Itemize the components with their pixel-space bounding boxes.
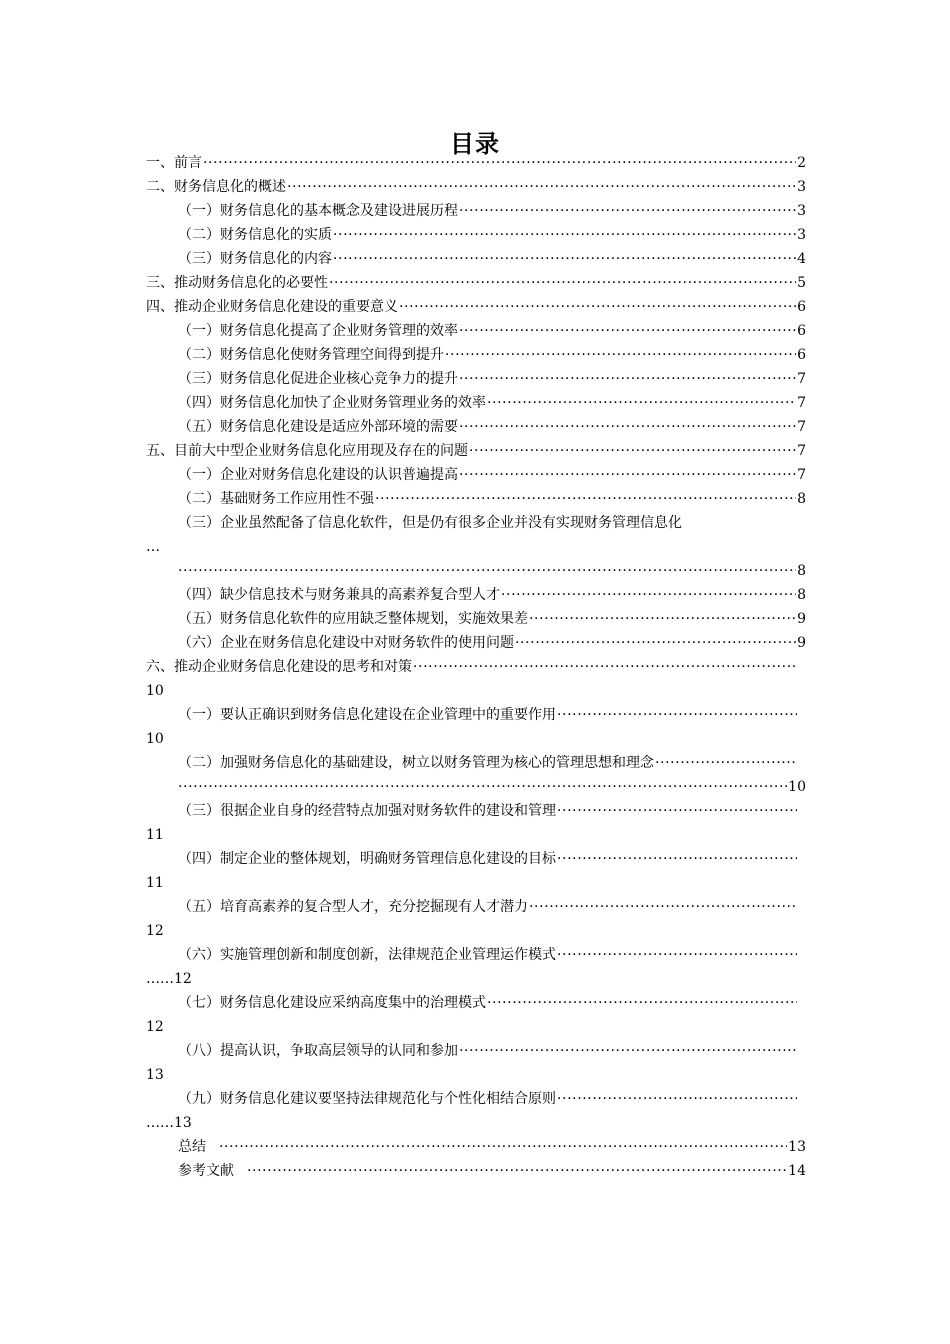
toc-entry[interactable] [178, 944, 798, 966]
toc-entry-page: 14 [788, 1163, 806, 1179]
toc-entry[interactable] [178, 752, 798, 774]
toc-leader-dots [459, 200, 796, 222]
toc-entry[interactable] [146, 656, 798, 678]
toc-entry-label: （一）要认正确识到财务信息化建设在企业管理中的重要作用 [178, 707, 556, 723]
toc-entry-page: 13 [174, 1115, 192, 1131]
toc-entry-label: （六）企业在财务信息化建设中对财务软件的使用问题 [178, 635, 514, 651]
toc-leader-dots [557, 1088, 797, 1110]
toc-leader-dots [459, 1040, 797, 1062]
toc-entry[interactable] [146, 272, 806, 294]
toc-leader-dots [178, 776, 787, 798]
toc-leader-dots [178, 560, 796, 582]
toc-entry-page: 3 [797, 203, 806, 219]
toc-leader-dots [399, 296, 796, 318]
toc-entry-page: 12 [146, 1019, 164, 1035]
toc-entry[interactable] [178, 800, 798, 822]
toc-entry-page: 8 [797, 491, 806, 507]
toc-entry[interactable] [178, 344, 806, 366]
toc-entry-label: （二）财务信息化的实质 [178, 227, 332, 243]
toc-entry-page: 9 [797, 635, 806, 651]
toc-entry-label: （三）很据企业自身的经营特点加强对财务软件的建设和管理 [178, 803, 556, 819]
toc-entry-continuation[interactable] [178, 776, 806, 798]
toc-entry-page: 11 [146, 875, 164, 891]
toc-leader-dots [515, 632, 796, 654]
toc-entry-page: 6 [797, 347, 806, 363]
toc-entry-page: 3 [797, 179, 806, 195]
toc-entry-label: 二、财务信息化的概述 [146, 179, 286, 195]
toc-leader-dots [557, 704, 797, 726]
toc-entry[interactable] [178, 1160, 806, 1182]
toc-entry[interactable] [178, 1040, 798, 1062]
toc-entry[interactable] [178, 584, 806, 606]
toc-entry-page: 13 [788, 1139, 806, 1155]
toc-entry-page: 12 [174, 971, 192, 987]
toc-entry-label: （二）基础财务工作应用性不强 [178, 491, 374, 507]
toc-entry-continuation[interactable] [146, 1112, 192, 1134]
toc-entry-label: （六）实施管理创新和制度创新，法律规范企业管理运作模式 [178, 947, 556, 963]
toc-entry-label: 三、推动财务信息化的必要性 [146, 275, 328, 291]
toc-leader-dots [469, 440, 796, 462]
toc-entry-label: （三）财务信息化促进企业核心竞争力的提升 [178, 371, 458, 387]
toc-entry[interactable] [178, 248, 806, 270]
toc-entry-page: 13 [146, 1067, 164, 1083]
toc-entry[interactable] [146, 296, 806, 318]
toc-entry-page: 10 [146, 683, 164, 699]
toc-entry-page: 7 [797, 419, 806, 435]
toc-entry[interactable] [146, 152, 806, 174]
toc-entry-label: （七）财务信息化建设应采纳高度集中的治理模式 [178, 995, 486, 1011]
toc-leader-dots [459, 320, 796, 342]
toc-entry-page: 8 [797, 563, 806, 579]
toc-entry-label: 六、推动企业财务信息化建设的思考和对策 [146, 659, 412, 675]
toc-entry-label: （四）制定企业的整体规划，明确财务管理信息化建设的目标 [178, 851, 556, 867]
toc-leader-dots [459, 464, 796, 486]
toc-leader-dots [655, 752, 797, 774]
toc-leader-dots [459, 368, 796, 390]
toc-entry-page: 7 [797, 467, 806, 483]
toc-entry[interactable] [146, 440, 806, 462]
toc-entry-label: （五）财务信息化软件的应用缺乏整体规划，实施效果差 [178, 611, 528, 627]
toc-entry[interactable] [178, 848, 798, 870]
toc-entry[interactable] [178, 608, 806, 630]
toc-entry-page: 3 [797, 227, 806, 243]
toc-wrap-fragment: …… [146, 1115, 174, 1131]
toc-entry-label: （四）财务信息化加快了企业财务管理业务的效率 [178, 395, 486, 411]
toc-entry-label: （二）加强财务信息化的基础建设，树立以财务管理为核心的管理思想和理念 [178, 755, 654, 771]
toc-wrap-fragment: … [146, 539, 160, 555]
toc-entry-page: 6 [797, 299, 806, 315]
toc-leader-dots [219, 1136, 787, 1158]
toc-entry[interactable] [178, 200, 806, 222]
toc-entry[interactable] [178, 464, 806, 486]
toc-leader-dots [557, 944, 797, 966]
toc-entry-page: 7 [797, 443, 806, 459]
toc-leader-dots [203, 152, 796, 174]
toc-entry[interactable] [146, 176, 806, 198]
toc-entry-label: （一）企业对财务信息化建设的认识普遍提高 [178, 467, 458, 483]
toc-leader-dots [333, 224, 796, 246]
toc-entry-label: （一）财务信息化提高了企业财务管理的效率 [178, 323, 458, 339]
toc-entry[interactable] [178, 1136, 806, 1158]
toc-entry-label: （一）财务信息化的基本概念及建设进展历程 [178, 203, 458, 219]
toc-entry-page: 10 [788, 779, 806, 795]
toc-entry-page: 8 [797, 587, 806, 603]
toc-entry-label: 参考文献 [178, 1163, 234, 1179]
toc-leader-dots [247, 1160, 787, 1182]
toc-entry-page: 10 [146, 731, 164, 747]
toc-leader-dots [329, 272, 796, 294]
toc-entry-label: （五）培育高素养的复合型人才，充分挖掘现有人才潜力 [178, 899, 528, 915]
toc-entry[interactable] [178, 704, 798, 726]
toc-entry[interactable] [178, 1088, 798, 1110]
toc-wrap-fragment: …… [146, 971, 174, 987]
toc-entry-label: （三）财务信息化的内容 [178, 251, 332, 267]
page-title: 目录 [450, 130, 500, 158]
toc-entry-label: （八）提高认识，争取高层领导的认同和参加 [178, 1043, 458, 1059]
toc-entry-label: 一、前言 [146, 155, 202, 171]
toc-entry-page: 2 [797, 155, 806, 171]
toc-entry-continuation[interactable] [146, 968, 192, 990]
toc-entry-page: 7 [797, 371, 806, 387]
toc-leader-dots [487, 992, 797, 1014]
toc-entry-page: 12 [146, 923, 164, 939]
toc-leader-dots [459, 416, 796, 438]
toc-entry-continuation[interactable] [178, 560, 806, 582]
toc-leader-dots [529, 896, 797, 918]
toc-entry-label: 四、推动企业财务信息化建设的重要意义 [146, 299, 398, 315]
toc-entry-page: 6 [797, 323, 806, 339]
toc-entry-label: （四）缺少信息技术与财务兼具的高素养复合型人才 [178, 587, 500, 603]
toc-leader-dots [487, 392, 796, 414]
toc-entry-label: （五）财务信息化建设是适应外部环境的需要 [178, 419, 458, 435]
toc-entry[interactable] [178, 896, 798, 918]
toc-entry-label: （九）财务信息化建议要坚持法律规范化与个性化相结合原则 [178, 1091, 556, 1107]
toc-entry-label: 总结 [178, 1139, 206, 1155]
toc-entry-page: 11 [146, 827, 164, 843]
toc-leader-dots [375, 488, 796, 510]
toc-entry[interactable] [178, 368, 806, 390]
toc-entry-page: 5 [797, 275, 806, 291]
toc-entry-page: 9 [797, 611, 806, 627]
toc-entry-page: 4 [797, 251, 806, 267]
toc-entry[interactable] [178, 320, 806, 342]
toc-leader-dots [445, 344, 796, 366]
toc-leader-dots [529, 608, 796, 630]
toc-entry-label: 五、目前大中型企业财务信息化应用现及存在的问题 [146, 443, 468, 459]
toc-entry[interactable] [178, 416, 806, 438]
toc-entry-label[interactable]: （三）企业虽然配备了信息化软件，但是仍有很多企业并没有实现财务管理信息化 [178, 515, 682, 531]
toc-entry-page: 7 [797, 395, 806, 411]
toc-leader-dots [333, 248, 796, 270]
toc-leader-dots [287, 176, 796, 198]
toc-leader-dots [557, 848, 797, 870]
toc-entry-label: （二）财务信息化使财务管理空间得到提升 [178, 347, 444, 363]
toc-entry[interactable] [178, 992, 798, 1014]
toc-leader-dots [501, 584, 796, 606]
toc-entry[interactable] [178, 488, 806, 510]
toc-leader-dots [557, 800, 797, 822]
toc-entry[interactable] [178, 392, 806, 414]
toc-entry[interactable] [178, 224, 806, 246]
toc-entry[interactable] [178, 632, 806, 654]
toc-leader-dots [413, 656, 797, 678]
